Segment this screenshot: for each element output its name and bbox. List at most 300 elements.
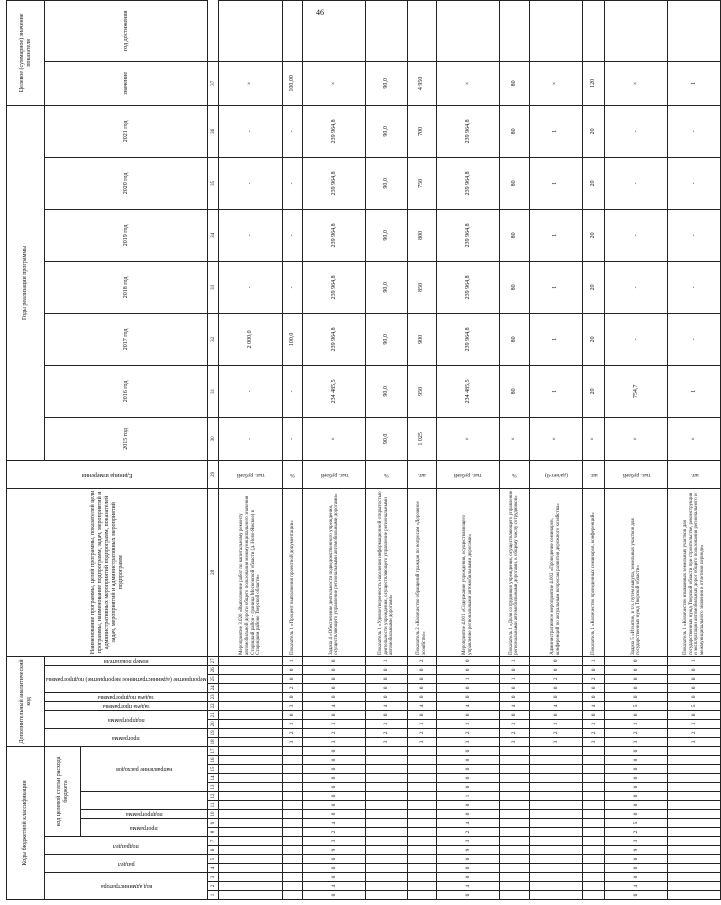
budget-code-digit [366,846,407,855]
budget-code-digit [529,882,583,891]
year-achievement-header: год достижения [45,0,208,61]
table-row [500,0,529,899]
budget-code-digit [668,846,721,855]
budget-code-digit: 0 [605,746,668,755]
budget-code-digit [529,746,583,755]
analytic-code-digit [219,692,282,701]
column-number: 8 [208,828,219,837]
budget-code-digit: 5 [605,819,668,828]
row-unit-text: шт. [417,471,426,478]
row-unit-text: тыс. рублей [236,471,265,478]
budget-code-digit [500,837,529,846]
budget-code-digit [500,792,529,801]
budget-code-digit [500,855,529,864]
budget-code-digit [529,792,583,801]
column-number: 26 [208,665,219,674]
budget-code-digit [407,855,436,864]
budget-code-digit: 0 [436,855,499,864]
budget-code-digit: 0 [303,756,366,765]
column-number: 16 [208,756,219,765]
analytic-code-digit: 0 [529,683,583,692]
column-number: 9 [208,819,219,828]
year-value: 20 [583,157,605,209]
year-value: 90,0 [366,261,407,313]
target-subprogram-extra [81,792,208,810]
year-value: - [219,105,282,157]
budget-code-digit [219,746,282,755]
year-value: × [583,417,605,460]
analytic-code-digit: 0 [529,665,583,674]
year-value: 800 [407,209,436,261]
analytic-code-digit: 0 [436,692,499,701]
year-value: 239 964,8 [303,105,366,157]
analytic-code-digit: 0 [583,683,605,692]
analytic-code-digit: 0 [500,710,529,719]
year-value: 100,0 [282,313,303,365]
budget-code-digit [500,864,529,873]
budget-code-digit [500,846,529,855]
analytic-code-digit: 1 [436,674,499,683]
analytic-code-digit: 0 [282,674,303,683]
budget-code-digit: 4 [436,882,499,891]
budget-code-digit: 4 [303,819,366,828]
final-value: × [219,61,282,105]
table-row [407,0,436,899]
year-value: - [219,209,282,261]
analytic-code-digit: 2 [282,728,303,737]
analytic-code-digit: 0 [407,674,436,683]
achievement-year [407,0,436,61]
final-value-header: Целевое (суммарное) значение показателя [7,0,45,105]
budget-code-digit: 0 [436,810,499,819]
analytic-code-digit [219,656,282,665]
year-value: 234 485,5 [303,365,366,417]
budget-code-digit: 0 [303,774,366,783]
budget-code-digit: 0 [436,864,499,873]
year-value: - [605,209,668,261]
analytic-code-digit: 1 [407,719,436,728]
budget-code-digit [529,837,583,846]
row-unit-text: шт. [690,471,699,478]
column-number: 10 [208,810,219,819]
column-number: 3 [208,873,219,882]
year-value: - [219,157,282,209]
year-value: 239 964,8 [303,313,366,365]
event-subprogram-header: мероприятие (административное мероприятие) подпрограммы [45,665,208,692]
budget-code-digit [282,873,303,882]
budget-code-digit [500,765,529,774]
analytic-code-digit: 0 [668,683,721,692]
analytic-code-digit: 5 [668,701,721,710]
analytic-code-digit: 1 [436,719,499,728]
budget-code-digit: 0 [303,873,366,882]
budget-code-digit [668,882,721,891]
budget-code-digit: 0 [605,756,668,765]
analytic-code-digit: 0 [436,683,499,692]
year-value: 1 [529,209,583,261]
analytic-code-digit: 2 [282,683,303,692]
budget-code-digit [668,801,721,810]
row-name: Показатель 1 «Количество изымаемых земельных участков для государственных нужд Тверской области при строительстве, реконструкции и эксплуатации автомобильных дорог общего пользования регионального и межмуниципального значения в отчетном периоде» [668,488,721,656]
year-2017-header: 2017 год [45,313,208,365]
year-value: 20 [583,209,605,261]
year-value: × [605,417,668,460]
year-value: - [219,261,282,313]
budget-code-digit [282,756,303,765]
year-value: 700 [407,105,436,157]
analytic-code-digit: 0 [303,692,366,701]
analytic-code-digit: 0 [605,656,668,665]
analytic-code-digit: 5 [605,701,668,710]
year-value: 850 [407,261,436,313]
row-unit-text: % [512,471,517,478]
budget-code-digit [668,891,721,900]
row-unit [668,460,721,488]
budget-code-digit [529,819,583,828]
analytic-code-digit: 2 [366,728,407,737]
year-value: 90,0 [366,105,407,157]
analytic-code-digit: 3 [668,737,721,746]
budget-code-digit [219,774,282,783]
year-value: 1 [529,313,583,365]
budget-code-digit: 0 [436,801,499,810]
year-value: - [605,105,668,157]
year-value: - [668,261,721,313]
budget-code-digit: 0 [303,864,366,873]
table-row [583,0,605,899]
analytic-code-digit: 0 [282,692,303,701]
years-group-header: Годы реализации программы [7,105,45,460]
column-number: 6 [208,846,219,855]
extra-code-group-header: Дополнительный аналитический код [7,656,45,746]
final-value: 120 [583,61,605,105]
budget-code-digit: 0 [436,746,499,755]
achievement-year [219,0,282,61]
budget-code-digit: 0 [436,756,499,765]
analytic-code-digit: 1 [583,719,605,728]
budget-code-digit [583,855,605,864]
budget-code-digit [407,891,436,900]
row-unit-text: тыс. рублей [454,471,482,478]
budget-code-digit [366,873,407,882]
analytic-code-digit: 2 [605,728,668,737]
analytic-code-digit: 2 [407,728,436,737]
column-number: 35 [208,157,219,209]
achievement-year [436,0,499,61]
achievement-year [500,0,529,61]
analytic-code-digit [219,728,282,737]
year-value: × [436,417,499,460]
budget-code-digit [407,873,436,882]
final-value: 90,0 [366,61,407,105]
admin-code-header: код администратора [45,873,208,900]
column-number: 23 [208,692,219,701]
analytic-code-digit: 3 [366,737,407,746]
budget-code-digit [219,882,282,891]
budget-code-digit [366,882,407,891]
year-value: - [219,365,282,417]
column-number: 20 [208,719,219,728]
column-number: 34 [208,209,219,261]
budget-code-digit [282,746,303,755]
analytic-code-digit: 0 [436,665,499,674]
budget-code-digit [529,891,583,900]
table-body [219,0,721,899]
unit-column-header [7,460,208,488]
analytic-code-digit: 4 [583,701,605,710]
analytic-code-digit: 1 [366,656,407,665]
budget-code-digit [500,873,529,882]
budget-code-digit [219,864,282,873]
table-row [436,0,499,899]
analytic-code-digit: 3 [407,737,436,746]
column-number: 2 [208,882,219,891]
budget-code-digit [668,774,721,783]
budget-code-digit [366,801,407,810]
budget-code-digit [583,810,605,819]
budget-code-digit [219,846,282,855]
row-name: Показатель 1 «Процент выполнения проектной документации» [282,488,303,656]
column-number: 32 [208,313,219,365]
row-name: Показатель 1 «Количество проведенных семинаров, конференций» [583,488,605,656]
year-value: 90,0 [366,417,407,460]
column-number: 1 [208,891,219,900]
analytic-code-digit: 0 [529,710,583,719]
budget-code-digit: 0 [605,774,668,783]
analytic-code-digit: 1 [500,719,529,728]
budget-code-digit [583,837,605,846]
subprogram-code-header: подпрограмма [81,810,208,819]
analytic-code-digit: 0 [605,665,668,674]
budget-code-digit [366,774,407,783]
budget-code-digit [668,756,721,765]
year-value: - [219,417,282,460]
target-article-header: код целевой статьи расхода бюджета [45,746,81,836]
budget-code-digit [500,756,529,765]
analytic-code-digit: 3 [529,737,583,746]
year-2019-header: 2019 год [45,209,208,261]
year-value: - [605,157,668,209]
budget-code-digit: 0 [605,810,668,819]
codes-group-header: Коды бюджетной классификации [7,746,45,899]
year-value: 1 [529,261,583,313]
row-unit [366,460,407,488]
table-row [219,0,282,899]
year-value: 90,0 [366,157,407,209]
achievement-year [605,0,668,61]
year-2015-header: 2015 год [45,417,208,460]
row-unit [303,460,366,488]
budget-code-digit [500,783,529,792]
column-number: 25 [208,674,219,683]
budget-code-digit [529,846,583,855]
row-unit [605,460,668,488]
analytic-code-digit: 3 [605,737,668,746]
analytic-code-digit: 0 [303,683,366,692]
budget-code-digit [583,864,605,873]
column-number: 5 [208,855,219,864]
year-value: 20 [583,365,605,417]
budget-code-digit [583,891,605,900]
year-value: 239 964,8 [436,105,499,157]
budget-code-digit [366,837,407,846]
budget-code-digit [219,756,282,765]
year-value: 90,0 [366,209,407,261]
budget-code-digit [407,765,436,774]
budget-code-digit [529,873,583,882]
analytic-code-digit [219,674,282,683]
column-number: 37 [208,61,219,105]
budget-code-digit [282,846,303,855]
budget-code-digit [500,810,529,819]
column-number: 4 [208,864,219,873]
budget-code-digit [500,774,529,783]
budget-code-digit [366,828,407,837]
budget-code-digit: 0 [303,765,366,774]
budget-code-digit [282,765,303,774]
analytic-code-digit [219,719,282,728]
achievement-year [282,0,303,61]
budget-code-digit [366,765,407,774]
budget-code-digit [219,765,282,774]
budget-code-digit [583,783,605,792]
table-row [303,0,366,899]
final-value: × [529,61,583,105]
budget-code-digit: 0 [303,801,366,810]
row-name: Показатель 2 «Количество обращений граждан по вопросам «Дорожное хозяйство» [407,488,436,656]
analytic-code-digit: 0 [366,665,407,674]
analytic-code-digit: 0 [303,710,366,719]
analytic-code-digit: 0 [583,665,605,674]
budget-code-digit [583,873,605,882]
row-name: Показатель 1 «Удовлетворенность населения информационной открытостью деятельности учреждения, осуществляющего управление региональными автомобильными дорогами» [366,488,407,656]
final-value: × [436,61,499,105]
year-value: - [668,209,721,261]
year-value: 239 964,8 [303,209,366,261]
year-value: - [605,261,668,313]
column-number: 30 [208,417,219,460]
year-value: - [605,313,668,365]
analytic-code-digit: 0 [407,665,436,674]
budget-code-digit [529,765,583,774]
section-header: раздел [45,855,208,873]
budget-code-digit [366,864,407,873]
year-value: - [282,261,303,313]
analytic-code-digit: 2 [303,728,366,737]
analytic-code-digit: 2 [436,728,499,737]
budget-code-digit: 3 [436,837,499,846]
year-value: 234 485,5 [436,365,499,417]
budget-code-digit [366,783,407,792]
budget-code-digit [282,792,303,801]
budget-code-digit [668,828,721,837]
budget-code-digit [668,792,721,801]
budget-code-digit [583,792,605,801]
budget-code-digit [407,774,436,783]
analytic-code-digit: 1 [529,719,583,728]
budget-code-digit [282,837,303,846]
year-value: - [282,417,303,460]
analytic-code-digit: 4 [303,701,366,710]
analytic-code-digit: 3 [282,701,303,710]
analytic-code-digit: 2 [668,728,721,737]
budget-code-digit [366,819,407,828]
column-number: 15 [208,765,219,774]
analytic-code-digit: 2 [583,674,605,683]
year-value: 80 [500,313,529,365]
budget-code-digit [407,801,436,810]
analytic-code-digit: 2 [529,728,583,737]
analytic-code-digit: 0 [583,692,605,701]
subsection-header: подраздел [45,837,208,855]
column-number: 13 [208,783,219,792]
analytic-code-digit: 4 [436,701,499,710]
anal-program-header: программа [45,728,208,746]
budget-code-digit [219,810,282,819]
year-value: - [282,105,303,157]
year-2016-header: 2016 год [45,365,208,417]
analytic-code-digit: 1 [366,719,407,728]
task-subprogram-header: задача подпрограммы [45,692,208,701]
achievement-year [529,0,583,61]
year-value: 950 [407,365,436,417]
analytic-code-digit: 0 [407,710,436,719]
year-value: 20 [583,261,605,313]
analytic-code-digit: 0 [605,683,668,692]
year-value: - [668,157,721,209]
budget-code-digit: 0 [605,801,668,810]
budget-code-digit: 0 [303,746,366,755]
budget-code-digit: 0 [303,891,366,900]
achievement-year [366,0,407,61]
table-row [605,0,668,899]
year-value: 750 [407,157,436,209]
name-column-header: Наименование программы, целей программы, показателей цели программы, наименование подпрограмм, задач, мероприятий и административных мероприятий подпрограмм, показателей задач, мероприятий и административных мероприятий подпрограмм [7,488,208,656]
budget-code-digit [529,756,583,765]
budget-code-digit [282,864,303,873]
row-unit-text: % [290,471,295,478]
budget-code-digit [407,810,436,819]
analytic-code-digit: 2 [529,674,583,683]
column-number: 36 [208,105,219,157]
budget-code-digit [219,855,282,864]
year-value: 239 964,8 [436,209,499,261]
budget-code-digit: 3 [303,837,366,846]
budget-code-digit [583,765,605,774]
budget-code-digit [219,819,282,828]
analytic-code-digit: 0 [605,710,668,719]
year-value: 80 [500,365,529,417]
year-value: - [282,365,303,417]
year-value: - [282,209,303,261]
final-value: × [605,61,668,105]
budget-code-digit: 0 [436,891,499,900]
budget-code-digit [282,882,303,891]
budget-code-digit [407,882,436,891]
budget-code-digit [407,792,436,801]
budget-code-digit [500,801,529,810]
budget-code-digit [500,882,529,891]
budget-code-digit: 0 [303,783,366,792]
budget-code-digit: 0 [605,855,668,864]
final-value: 100,00 [282,61,303,105]
budget-code-digit [668,810,721,819]
analytic-code-digit: 0 [366,692,407,701]
budget-code-digit: 0 [605,864,668,873]
analytic-code-digit: 0 [366,683,407,692]
column-number: 18 [208,737,219,746]
achievement-year [668,0,721,61]
